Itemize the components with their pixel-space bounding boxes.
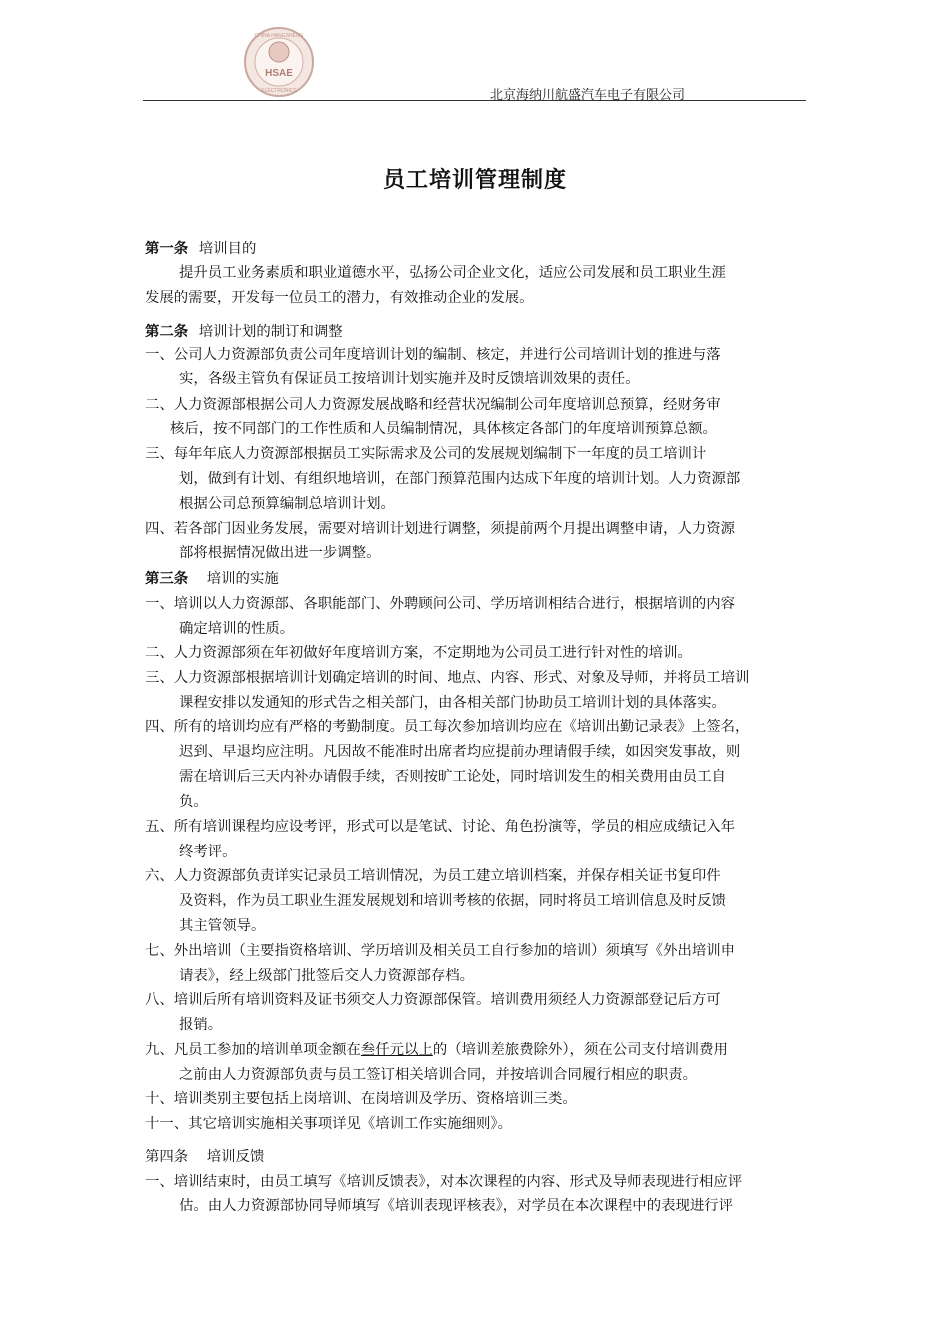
logo-ring-bottom: ELECTRONICS xyxy=(261,88,297,94)
article-1-para-line-2: 发展的需要，开发每一位员工的潜力，有效推动企业的发展。 xyxy=(145,290,534,306)
article-4-heading xyxy=(145,1148,264,1166)
company-name: 北京海纳川航盛汽车电子有限公司 xyxy=(490,88,686,103)
article-3-line-5: 课程安排以发通知的形式告之相关部门，由各相关部门协助员工培训计划的具体落实。 xyxy=(179,695,726,711)
article-3-line-14: 其主管领导。 xyxy=(179,918,266,934)
article-3-line-8: 需在培训后三天内补办请假手续，否则按旷工论处，同时培训发生的相关费用由员工自 xyxy=(179,769,726,785)
article-3-label: 第三条 xyxy=(145,570,189,587)
article-3-line-4: 三、人力资源部根据培训计划确定培训的时间、地点、内容、形式、对象及导师，并将员工培训 xyxy=(145,670,750,686)
article-3-heading xyxy=(145,570,279,588)
article-3-line-11: 终考评。 xyxy=(179,844,237,860)
article-3-line-22: 十一、其它培训实施相关事项详见《培训工作实施细则》。 xyxy=(145,1116,512,1132)
article-3-line-19 xyxy=(145,1041,728,1059)
article-3-line-1: 一、培训以人力资源部、各职能部门、外聘顾问公司、学历培训相结合进行，根据培训的内容 xyxy=(145,596,736,612)
article-2-line-6: 划，做到有计划、有组织地培训，在部门预算范围内达成下年度的培训计划。人力资源部 xyxy=(179,471,741,487)
article-1-para-line-1: 提升员工业务素质和职业道德水平，弘扬公司企业文化，适应公司发展和员工职业生涯 xyxy=(179,265,726,281)
article-2-line-5: 三、每年年底人力资源部根据员工实际需求及公司的发展规划编制下一年度的员工培训计 xyxy=(145,446,707,462)
article-3-line-9: 负。 xyxy=(179,794,208,810)
article-4-title: 培训反馈 xyxy=(206,1149,265,1165)
article-2-line-1: 一、公司人力资源部负责公司年度培训计划的编制、核定，并进行公司培训计划的推进与落 xyxy=(145,347,721,363)
article-3-line-2: 确定培训的性质。 xyxy=(179,621,295,637)
page-title: 员工培训管理制度 xyxy=(382,167,567,193)
article-2-label: 第二条 xyxy=(145,323,189,340)
article-4-line-1: 一、培训结束时，由员工填写《培训反馈表》，对本次课程的内容、形式及导师表现进行相应评 xyxy=(145,1174,743,1190)
article-4-label: 第四条 xyxy=(145,1149,189,1165)
logo-ring-top: CHINA HANGSHENG xyxy=(254,33,304,39)
article-2-line-7: 根据公司总预算编制总培训计划。 xyxy=(179,496,395,512)
amount-threshold: 叁仟元以上 xyxy=(360,1042,433,1058)
article-3-line-7: 迟到、早退均应注明。凡因故不能准时出席者均应提前办理请假手续，如因突发事故，则 xyxy=(179,744,741,760)
article-3-line-19-a: 九、凡员工参加的培训单项金额在 xyxy=(145,1042,361,1058)
article-3-line-21: 十、培训类别主要包括上岗培训、在岗培训及学历、资格培训三类。 xyxy=(145,1091,577,1107)
article-2-line-9: 部将根据情况做出进一步调整。 xyxy=(179,545,381,561)
article-1-label: 第一条 xyxy=(145,240,189,257)
article-3-title: 培训的实施 xyxy=(206,571,279,587)
article-3-line-15: 七、外出培训（主要指资格培训、学历培训及相关员工自行参加的培训）须填写《外出培训申 xyxy=(145,943,736,959)
article-3-line-18: 报销。 xyxy=(179,1017,223,1033)
article-2-line-3: 二、人力资源部根据公司人力资源发展战略和经营状况编制公司年度培训总预算，经财务审 xyxy=(145,397,721,413)
article-4-line-2: 估。由人力资源部协同导师填写《培训表现评核表》，对学员在本次课程中的表现进行评 xyxy=(179,1198,734,1214)
article-3-line-19-c: 的（培训差旅费除外），须在公司支付培训费用 xyxy=(432,1042,728,1058)
article-3-line-12: 六、人力资源部负责详实记录员工培训情况，为员工建立培训档案，并保存相关证书复印件 xyxy=(145,868,721,884)
article-2-heading xyxy=(145,323,343,341)
article-3-line-17: 八、培训后所有培训资料及证书须交人力资源部保管。培训费用须经人力资源部登记后方可 xyxy=(145,992,721,1008)
logo-text: HSAE xyxy=(265,68,293,79)
article-3-line-13: 及资料，作为员工职业生涯发展规划和培训考核的依据，同时将员工培训信息及时反馈 xyxy=(179,893,726,909)
article-2-line-4: 核后，按不同部门的工作性质和人员编制情况，具体核定各部门的年度培训预算总额。 xyxy=(170,421,717,437)
article-1-heading xyxy=(145,240,256,258)
company-logo xyxy=(243,26,315,98)
header-divider xyxy=(143,100,806,101)
article-3-line-6: 四、所有的培训均应有严格的考勤制度。员工每次参加培训均应在《培训出勤记录表》上签名， xyxy=(145,719,750,735)
article-2-line-8: 四、若各部门因业务发展，需要对培训计划进行调整，须提前两个月提出调整申请，人力资源 xyxy=(145,521,736,537)
article-3-line-10: 五、所有培训课程均应设考评，形式可以是笔试、讨论、角色扮演等，学员的相应成绩记入年 xyxy=(145,819,736,835)
article-2-title: 培训计划的制订和调整 xyxy=(198,324,343,340)
article-3-line-20: 之前由人力资源部负责与员工签订相关培训合同，并按培训合同履行相应的职责。 xyxy=(179,1067,698,1083)
article-3-line-16: 请表》，经上级部门批签后交人力资源部存档。 xyxy=(179,968,475,984)
article-1-title: 培训目的 xyxy=(198,241,257,257)
article-2-line-2: 实，各级主管负有保证员工按培训计划实施并及时反馈培训效果的责任。 xyxy=(179,371,640,387)
article-3-line-3: 二、人力资源部须在年初做好年度培训方案，不定期地为公司员工进行针对性的培训。 xyxy=(145,645,692,661)
